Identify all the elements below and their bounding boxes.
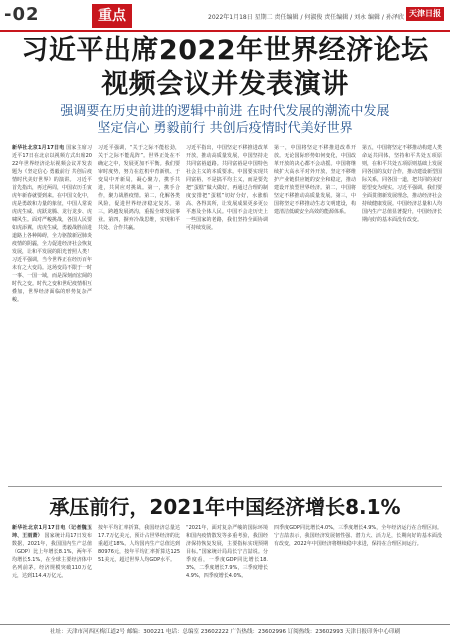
section-badge: 重点 <box>92 4 132 28</box>
article1-byline: 新华社北京1月17日电 <box>12 145 65 151</box>
article1-column-5: 第五，中国将坚定不移推动构建人类命运共同体，坚持和平共处五项原则，在和平共处五项原则基础上发展同各国的友好合作，推动建设新型国际关系，同各国一道，把共同的美好愿望变为现实。习近平强调，我们要全面贯彻新发展理念，推动经济社会持续健康发展。中国经济总量和人均国内生产总值显著提升，中国经济长期向好的基本面没有改变。 <box>362 145 442 223</box>
article1-headline-line1: 习近平出席2022年世界经济论坛 <box>21 35 429 66</box>
page-number: -02 <box>4 4 40 25</box>
article1-headline-line2: 视频会议并发表演讲 <box>101 69 349 100</box>
article1-column-2: 习近平强调，“关于之际不能松劲，关于之际不能乱阵”。世界正处在不确定之中，发展更加不平衡。我们要审时度势，努力在危机中育新机、于变局中开新局，凝心聚力，携手共进，共同应对挑战。第一，携手合作，聚力战胜疫情。第二，化解各类风险，促进世界经济稳定复苏。第三，跨越发展鸿沟，重振全球发展事业。第四，摒弃冷战思维，实现和平共处、合作共赢。 <box>98 145 180 231</box>
article2-column-2: 按年平均汇率折算，我国经济总量达17.7万亿美元，预计占世界经济的比重超过18%。人均国内生产总值达到80976元，按年平均汇率折算达12551美元，超过世界人均GDP水平。 <box>98 525 180 563</box>
article2-column-1 <box>12 524 92 620</box>
page-header <box>0 0 450 32</box>
article2-column-3: “2021年，面对复杂严峻的国际环境和国内疫情散发等多重考验，我国经济保持恢复发展，主要指标实现预期目标。”国家统计局局长宁吉喆说。分季度看，一季度GDP同比增长18.3%，二季度增长7.9%，三季度增长4.9%，四季度增长4.0%。 <box>186 525 268 579</box>
article1-subhead-2: 坚定信心 勇毅前行 共创后疫情时代美好世界 <box>97 121 353 136</box>
article1-column-3: 习近平指出，中国坚定不移推进改革开放，推动高质量发展，中国坚持走共同富裕道路。共同富裕是中国特色社会主义的本质要求。中国要实现共同富裕，不是搞平均主义，而是要先把“蛋糕”做大做好，再通过合理的制度安排把“蛋糕”切好分好，水涨船高、各得其所，让发展成果更多更公平惠及全体人民。中国不会走历史上一些国家的老路，我们坚持全面协调可持续发展。 <box>186 145 268 231</box>
article2-headline: 承压前行，2021年中国经济增长8.1% <box>49 495 401 519</box>
article1-column-4: 第一，中国将坚定不移推进改革开放。无论国际形势如何变化，中国改革开放的决心都不会动摇。中国将继续扩大高水平对外开放，坚定不移维护产业链供应链的安全和稳定，推动建设开放型世界经济。第二，中国将坚定不移推动高质量发展。第三，中国将坚定不移推动生态文明建设，构建清洁低碳安全高效的能源体系。 <box>274 145 356 215</box>
article2-column-4: 四季度GDP同比增长4.0%，三季度增长4.9%，全年经济运行在合理区间。宁吉喆表示，我国经济发展韧性强、潜力大、活力足，长期向好的基本面没有改变，2022年中国经济将继续稳中求进，保持在合理区间运行。 <box>274 525 442 547</box>
article1-subhead-1: 强调要在历史前进的逻辑中前进 在时代发展的潮流中发展 <box>60 104 390 119</box>
article1-column-1 <box>12 144 92 482</box>
date-line: 2022年1月18日 星期二 责任编辑 / 何淑俊 责任编辑 / 刘永 编辑 / 孙泽欣 <box>208 14 404 21</box>
article2-byline: 新华社北京1月17日电（记者魏玉坤、王雨萧） <box>12 525 92 539</box>
article1-headline <box>0 34 450 102</box>
article2-col1-text: 国家统计局17日发布数据，2021年，我国国内生产总值（GDP）比上年增长8.1%，两年平均增长5.1%，在全球主要经济体中名列前茅。经济规模突破110万亿元，达到114.4万亿元。 <box>12 533 92 579</box>
section-divider <box>8 486 442 487</box>
page-footer: 社址：天津市河西区梅江道2号 邮编：300221 电话：总编室 23602222 广告热线：23602996 订阅热线：23602993 天津日报印务中心印刷 <box>0 624 450 641</box>
article1-col1-text: 习近平首先指出，再过两周，中国农历壬寅虎年新春就要到来。在中国文化中，虎是勇敢和力量的象征，中国人常说虎虎生威、虎跃龙腾、龙行龙步、虎啸风生。面对严峻挑战，各国人民要如虎添翼，虎虎生威，勇毅战胜前进道路上各种障碍，全力驱散新冠肺炎疫情的阴霾，全力促进经济社会恢复发展，让和平发展的阳光普照人类！习近平强调，当今世界正在经历百年未有之大变局。这场变局不限于一时一事、一国一域，而是深刻而宏阔的时代之变。时代之变和世纪疫情相互叠加，世界经济面临的形势复杂严峻。 <box>12 177 92 303</box>
newspaper-logo: 天津日报 <box>406 7 444 21</box>
article1-byline-rest: 国家主席习近平17日在北京以视频方式出席2022年世界经济论坛视频会议并发表题为《坚定信心 勇毅前行 共创后疫情时代美好世界》的演讲。 <box>12 145 92 183</box>
